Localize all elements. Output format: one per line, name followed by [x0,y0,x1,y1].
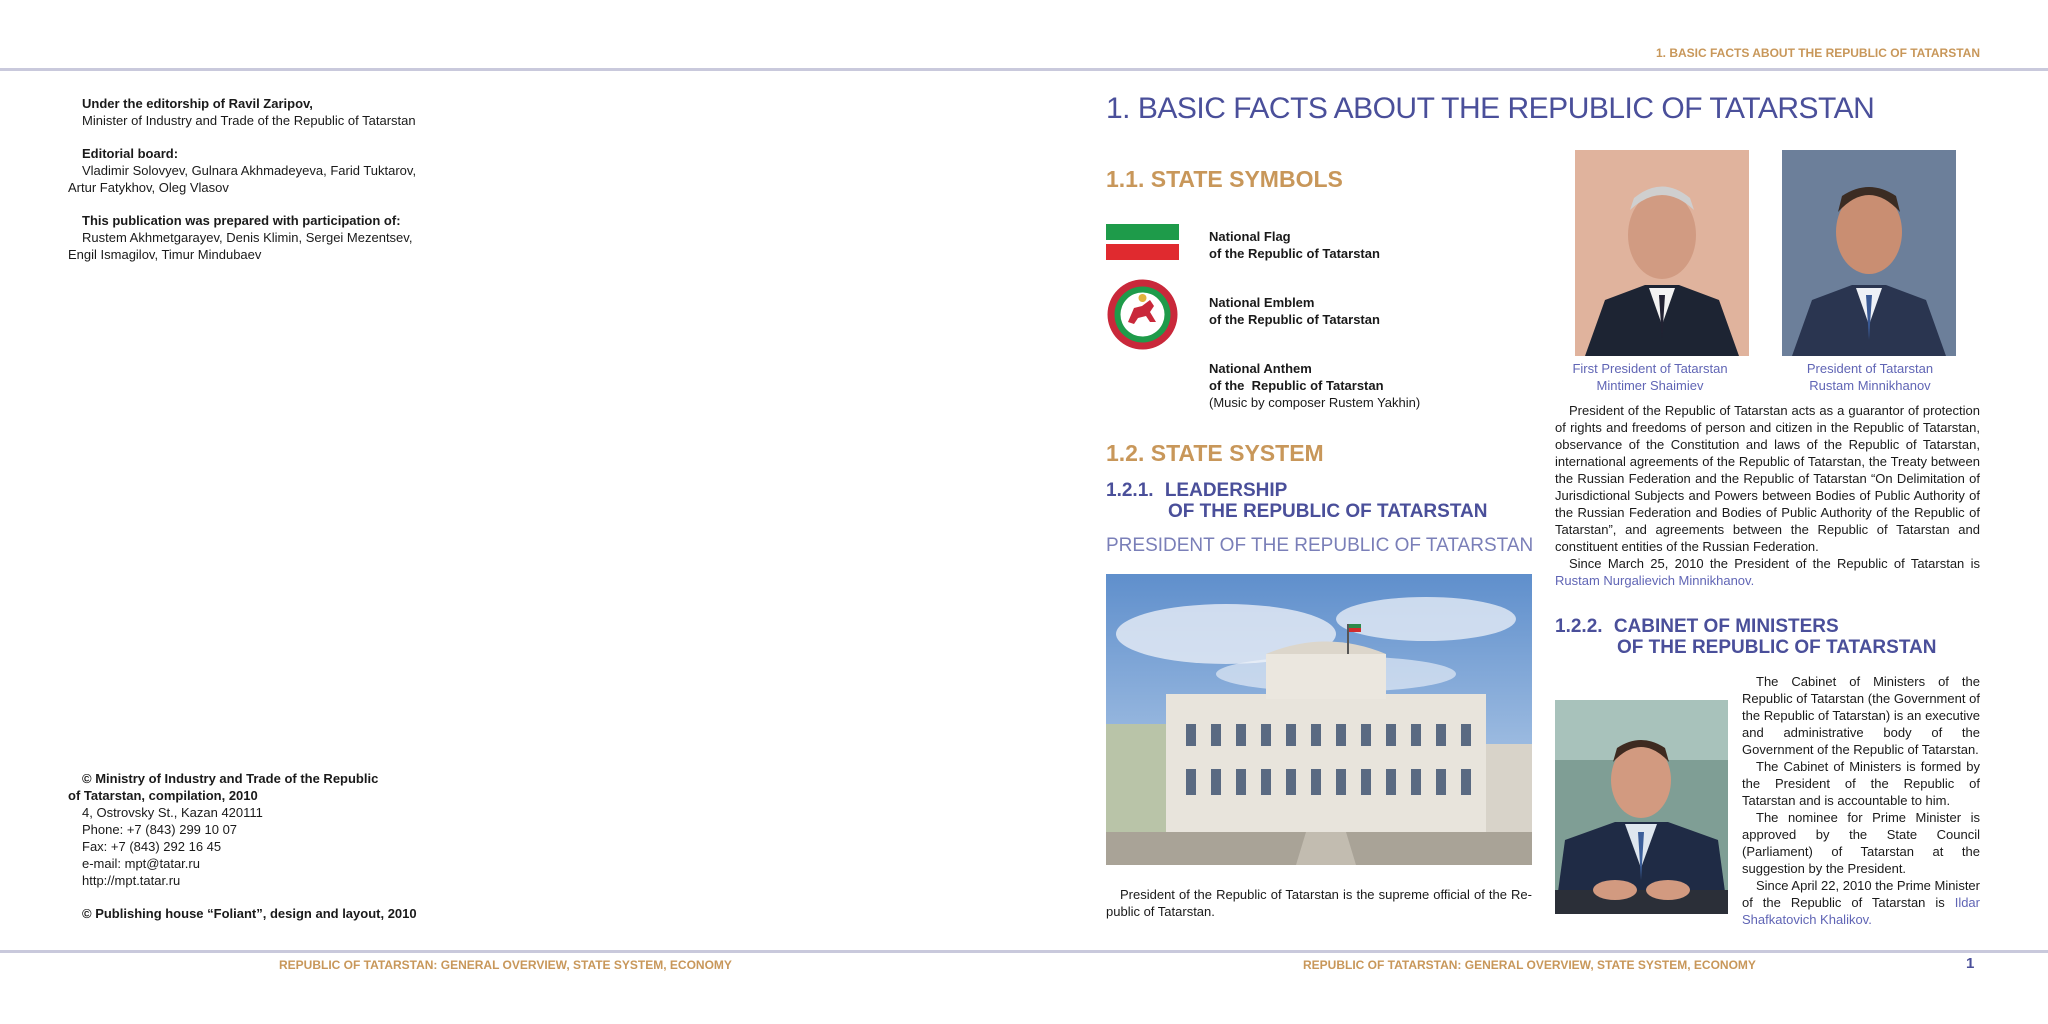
participation-line: Rustem Akhmetgarayev, Denis Klimin, Sergei Mezentsev, [82,230,413,245]
publisher-line: © Publishing house “Foliant”, design and layout, 2010 [82,906,417,921]
leadership-title: LEADERSHIP [1164,480,1288,501]
emblem-label-line: National Emblem [1209,295,1315,310]
portrait-caption-line: Mintimer Shaimiev [1596,378,1704,393]
state-system-heading: 1.2. STATE SYSTEM [1106,440,1324,466]
president-since: Since March 25, 2010 the President of the Republic of Tatarstan is [1569,556,1980,571]
flag-label-line: National Flag [1209,229,1291,244]
portrait-caption-line: Rustam Minnikhanov [1809,378,1931,393]
imprint-block [68,770,448,922]
leadership-number: 1.2.1. [1106,480,1154,501]
khalikov-portrait-photo [1555,700,1728,914]
participation-heading: This publication was prepared with participation of: [82,213,401,228]
tatarstan-flag [1106,224,1179,260]
copyright-line: of Tatarstan, compilation, 2010 [68,788,258,803]
credits-block [68,95,448,263]
cabinet-heading [1555,616,1936,658]
emblem-label [1209,294,1380,328]
left-footer: REPUBLIC OF TATARSTAN: GENERAL OVERVIEW, STATE SYSTEM, ECONOMY [279,958,732,972]
address: 4, Ostrovsky St., Kazan 420111 [82,805,263,820]
page-number: 1 [1966,955,1975,972]
fax: Fax: +7 (843) 292 16 45 [82,839,222,854]
prime-minister-since: Since April 22, 2010 the Prime Minister of the Republic of Tatarstan is [1742,878,1980,910]
flag-label-line: of the Republic of Tatarstan [1209,246,1380,261]
cabinet-subtitle: OF THE REPUBLIC OF TATARSTAN [1617,637,1937,658]
presidential-palace-photo [1106,574,1532,865]
board-line: Vladimir Solovyev, Gulnara Akhmadeyeva, Farid Tuktarov, [82,163,417,178]
anthem-label [1209,360,1420,411]
cabinet-paragraph: The Cabinet of Ministers of the Republic of Tatarstan (the Government of the Republic of Tatarstan) is an executive and administrative body of the Government of the Republic of Tatarstan. [1742,674,1980,757]
anthem-composer: (Music by composer Rustem Yakhin) [1209,395,1421,410]
president-paragraph: President of the Republic of Tatarstan acts as a guarantor of protection of rights and freedoms of person and citizen in the Republic of Tatarstan, observance of the Constitution and laws of the Republic of Tatarstan, international agreements of the Republic of Tatarstan, the Treaty between the Russian Federation and the Republic of Tatarstan “On Delimitation of Jurisdictional Subjects and Powers between Bodies of Public Authority of the Russian Federation and Bodies of Public Authority of the Republic of Tatarstan”, and agreements between the Republic of Tatarstan and constituent entities of the Russian Federation. [1555,403,1980,554]
portrait-caption-line: President of Tatarstan [1806,361,1934,376]
cabinet-paragraph: The Cabinet of Ministers is formed by the President of the Republic of Tatarstan and is accountable to him. [1742,759,1980,808]
emblem-label-line: of the Republic of Tatarstan [1209,312,1380,327]
flag-label [1209,228,1380,262]
participation-line: Engil Ismagilov, Timur Mindubaev [68,247,262,262]
palace-photo-caption: President of the Republic of Tatarstan is the supreme official of the Re-public of Tatarstan. [1106,887,1532,919]
leadership-subtitle: OF THE REPUBLIC OF TATARSTAN [1168,501,1488,522]
portrait-caption-line: First President of Tatarstan [1572,361,1728,376]
right-footer: REPUBLIC OF TATARSTAN: GENERAL OVERVIEW, STATE SYSTEM, ECONOMY [1303,958,1756,972]
cabinet-text [1742,673,1980,928]
board-heading: Editorial board: [82,146,179,161]
phone: Phone: +7 (843) 299 10 07 [82,822,238,837]
portrait-caption-minnikhanov [1780,360,1960,394]
prime-minister-name-link[interactable]: Ildar Shafkatovich Khalikov. [1742,895,1980,927]
president-paragraph [1555,555,1980,589]
minnikhanov-portrait-photo [1782,150,1956,356]
cabinet-number: 1.2.2. [1555,616,1603,637]
running-header: 1. BASIC FACTS ABOUT THE REPUBLIC OF TATARSTAN [1656,46,1980,60]
cabinet-title: CABINET OF MINISTERS [1613,616,1839,637]
shaimiev-portrait-photo [1575,150,1749,356]
copyright-line: © Ministry of Industry and Trade of the Republic [82,771,379,786]
portrait-caption-shaimiev [1560,360,1740,394]
president-text [1555,402,1980,589]
board-line: Artur Fatykhov, Oleg Vlasov [68,180,229,195]
website-link[interactable]: http://mpt.tatar.ru [82,873,181,888]
anthem-label-line: National Anthem [1209,361,1312,376]
bottom-rule [0,950,2048,953]
president-heading: PRESIDENT OF THE REPUBLIC OF TATARSTAN [1106,535,1534,556]
leadership-heading [1106,480,1487,522]
cabinet-paragraph: The nominee for Prime Minister is approved by the State Council (Parliament) of Tatarstan at the suggestion by the President. [1742,810,1980,876]
email-link[interactable]: e-mail: mpt@tatar.ru [82,856,200,871]
tatarstan-emblem-icon [1106,278,1179,351]
president-name-link[interactable]: Rustam Nurgalievich Minnikhanov. [1555,573,1755,588]
chapter-title: 1. BASIC FACTS ABOUT THE REPUBLIC OF TATARSTAN [1106,92,1875,125]
editor-line: Under the editorship of Ravil Zaripov, [82,96,313,111]
editor-title: Minister of Industry and Trade of the Republic of Tatarstan [82,113,416,128]
state-symbols-heading: 1.1. STATE SYMBOLS [1106,166,1343,192]
top-rule [0,68,2048,71]
cabinet-paragraph [1742,877,1980,928]
anthem-label-line: of the Republic of Tatarstan [1209,378,1384,393]
